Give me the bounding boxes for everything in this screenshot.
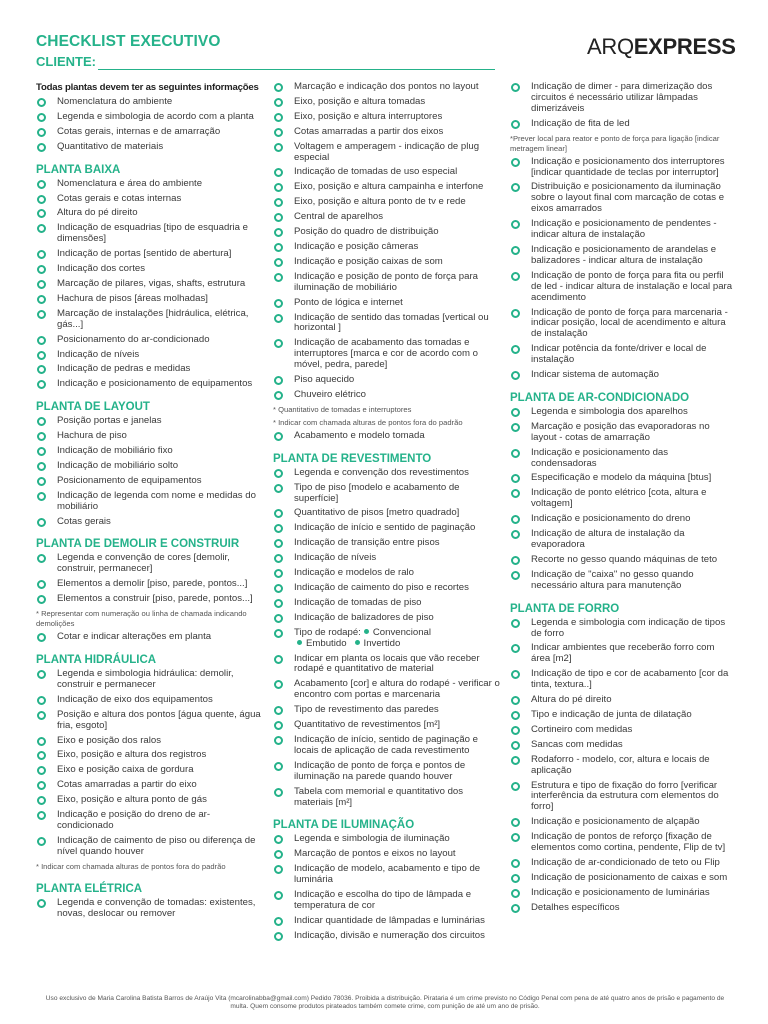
checklist-item[interactable]: Eixo e posição caixa de gordura — [36, 765, 262, 776]
rodape-list — [273, 628, 501, 650]
checklist-item[interactable]: Posição e altura dos pontos [água quente, água fria, esgoto] — [36, 710, 262, 732]
checklist-item[interactable]: Chuveiro elétrico — [273, 390, 501, 401]
planta-layout-list — [36, 416, 262, 527]
section-title-planta-eletrica: PLANTA ELÉTRICA — [36, 882, 143, 895]
checklist-item[interactable]: Indicação e escolha do tipo de lâmpada e temperatura de cor — [273, 890, 501, 912]
checklist-item[interactable]: Eixo, posição e altura ponto de gás — [36, 795, 262, 806]
checklist-item[interactable]: Legenda e simbologia hidráulica: demolir, construir e permanecer — [36, 669, 262, 691]
checklist-item[interactable]: Indicação de início e sentido de paginação — [273, 523, 501, 534]
iluminacao-continued-list — [510, 82, 736, 130]
checklist-item[interactable]: Quantitativo de materiais — [36, 142, 262, 153]
section-title-planta-layout: PLANTA DE LAYOUT — [36, 401, 150, 414]
footer-copyright: Uso exclusivo de Maria Carolina Batista Barros de Araújo Vita (mcarolinabba@gmail.com) Pedido 78036. Proibida a distribuição. Pirataria é um crime previsto no Código Penal com pena de até quatro anos de prisão e pagamento de multa. Quem consome produtos pirateados também comete crime, com punição de até um ano de prisão. — [45, 995, 725, 1010]
checklist-item[interactable]: Sancas com medidas — [510, 740, 736, 751]
checklist-item[interactable]: Eixo, posição e altura interruptores — [273, 112, 501, 123]
checklist-item[interactable]: Indicação de eixo dos equipamentos — [36, 695, 262, 706]
checklist-item[interactable]: Indicação e posição de ponto de força para iluminação de mobiliário — [273, 272, 501, 294]
checklist-item[interactable]: Legenda e simbologia com indicação de tipos de forro — [510, 618, 736, 640]
checklist-item[interactable]: Indicação de dimer - para dimerização dos circuitos é necessário utilizar lâmpadas dimerizáveis — [510, 82, 736, 115]
checklist-item[interactable]: Indicação de ponto de força para fita ou perfil de led - indicar altura de instalação e local para acendimento — [510, 271, 736, 304]
checklist-item[interactable]: Quantitativo de pisos [metro quadrado] — [273, 508, 501, 519]
checklist-item[interactable]: Indicação de pedras e medidas — [36, 364, 262, 375]
intro-list — [36, 97, 262, 153]
bullet-dot-icon — [355, 640, 360, 645]
checklist-item[interactable]: Indicação de tomadas de piso — [273, 598, 501, 609]
checklist-item[interactable]: Indicação de ponto de força e pontos de iluminação na parede quando houver — [273, 761, 501, 783]
client-input-line[interactable] — [98, 69, 495, 70]
checklist-item[interactable]: Indicação de níveis — [273, 553, 501, 564]
checklist-item[interactable]: Altura do pé direito — [36, 208, 262, 219]
checklist-item[interactable]: Tipo de revestimento das paredes — [273, 705, 501, 716]
planta-forro-list — [510, 618, 736, 914]
checklist-item[interactable]: Especificação e modelo da máquina [btus] — [510, 473, 736, 484]
checklist-item[interactable]: Elementos a demolir [piso, parede, pontos...] — [36, 579, 262, 590]
planta-revestimento-list — [273, 468, 501, 624]
checklist-item[interactable]: Quantitativo de revestimentos [m²] — [273, 720, 501, 731]
checklist-item[interactable]: Acabamento e modelo tomada — [273, 431, 501, 442]
checklist-item[interactable]: Indicação, divisão e numeração dos circuitos — [273, 931, 501, 942]
checklist-item[interactable]: Cotar e indicar alterações em planta — [36, 632, 262, 643]
checklist-item[interactable]: Indicação e posição do dreno de ar-condicionado — [36, 810, 262, 832]
checklist-item[interactable]: Estrutura e tipo de fixação do forro [verificar interferência da estrutura com elementos do forro] — [510, 781, 736, 814]
checklist-item[interactable]: Indicação e posicionamento de pendentes - indicar altura de instalação — [510, 219, 736, 241]
checklist-item[interactable]: Piso aquecido — [273, 375, 501, 386]
checklist-item[interactable]: Indicação de caimento do piso e recortes — [273, 583, 501, 594]
checklist-item[interactable]: Indicação de esquadrias [tipo de esquadria e dimensões] — [36, 223, 262, 245]
checklist-item[interactable]: Eixo, posição e altura campainha e interfone — [273, 182, 501, 193]
planta-eletrica-list — [36, 898, 262, 920]
checklist-item[interactable]: Voltagem e amperagem - indicação de plug especial — [273, 142, 501, 164]
checklist-item[interactable]: Indicação de posicionamento de caixas e som — [510, 873, 736, 884]
checklist-item[interactable]: Indicação e modelos de ralo — [273, 568, 501, 579]
checklist-item[interactable]: Indicação de modelo, acabamento e tipo de luminária — [273, 864, 501, 886]
rodape-label: Tipo de rodapé: — [294, 626, 361, 638]
checklist-item[interactable]: Tabela com memorial e quantitativo dos materiais [m²] — [273, 787, 501, 809]
checklist-item[interactable]: Indicação dos cortes — [36, 264, 262, 275]
checklist-item[interactable]: Indicação e posicionamento do dreno — [510, 514, 736, 525]
checklist-item[interactable]: Posicionamento do ar-condicionado — [36, 335, 262, 346]
checklist-item[interactable]: Indicação e posicionamento dos interruptores [indicar quantidade de teclas por interruptor] — [510, 157, 736, 179]
checklist-item[interactable]: Indicação de caimento de piso ou diferença de nível quando houver — [36, 836, 262, 858]
column-2 — [273, 82, 501, 946]
checklist-item[interactable]: Cotas gerais, internas e de amarração — [36, 127, 262, 138]
checklist-item[interactable]: Marcação e posição das evaporadoras no layout - cotas de amarração — [510, 422, 736, 444]
checklist-item[interactable]: Hachura de piso — [36, 431, 262, 442]
checklist-item[interactable]: Indicação de portas [sentido de abertura] — [36, 249, 262, 260]
checklist-item[interactable]: Eixo, posição e altura ponto de tv e rede — [273, 197, 501, 208]
checklist-item[interactable]: Nomenclatura e área do ambiente — [36, 179, 262, 190]
checklist-item[interactable]: Eixo, posição e altura dos registros — [36, 750, 262, 761]
checklist-item[interactable]: Distribuição e posicionamento da iluminação sobre o layout final com marcação de cotas e eixos amarrados — [510, 182, 736, 215]
section-title-planta-baixa: PLANTA BAIXA — [36, 163, 121, 176]
section-title-planta-hidraulica: PLANTA HIDRÁULICA — [36, 654, 157, 666]
checklist-item[interactable]: Legenda e convenção dos revestimentos — [273, 468, 501, 479]
checklist-item[interactable]: Posicionamento de equipamentos — [36, 476, 262, 487]
checklist-item[interactable]: Indicação e posicionamento de equipamentos — [36, 379, 262, 390]
checklist-item[interactable]: Legenda e simbologia de acordo com a planta — [36, 112, 262, 123]
checklist-item[interactable]: Recorte no gesso quando máquinas de teto — [510, 555, 736, 566]
checklist-item[interactable]: Eixo, posição e altura tomadas — [273, 97, 501, 108]
checklist-item[interactable]: Indicação de mobiliário solto — [36, 461, 262, 472]
checklist-item[interactable]: Indicação de ponto elétrico [cota, altura e voltagem] — [510, 488, 736, 510]
planta-ar-list — [510, 407, 736, 592]
hidraulica-note: * Indicar com chamada alturas de pontos fora do padrão — [36, 861, 226, 871]
checklist-item[interactable]: Indicação de fita de led — [510, 119, 736, 130]
checklist-item[interactable]: Marcação de pilares, vigas, shafts, estrutura — [36, 279, 262, 290]
checklist-item[interactable]: Ponto de lógica e internet — [273, 298, 501, 309]
page-title: CHECKLIST EXECUTIVO — [36, 33, 221, 50]
checklist-item[interactable]: Eixo e posição dos ralos — [36, 736, 262, 747]
planta-demolir-list-2 — [36, 632, 262, 643]
column-1 — [36, 82, 262, 924]
checklist-item[interactable]: Legenda e simbologia de iluminação — [273, 834, 501, 845]
checklist-item[interactable]: Indicação e posicionamento das condensadoras — [510, 448, 736, 470]
checklist-item[interactable]: Indicação e posição caixas de som — [273, 257, 501, 268]
checklist-item[interactable]: Indicar sistema de automação — [510, 370, 736, 381]
checklist-item[interactable]: Cotas amarradas a partir dos eixos — [273, 127, 501, 138]
checklist-item[interactable]: Indicação de mobiliário fixo — [36, 446, 262, 457]
column-3 — [510, 82, 736, 918]
rodape-option-embutido[interactable]: Embutido — [306, 637, 347, 649]
planta-iluminacao-list — [273, 834, 501, 941]
checklist-item[interactable]: Indicar potência da fonte/driver e local de instalação — [510, 344, 736, 366]
checklist-item[interactable]: Indicação e posicionamento de arandelas e balizadores - indicar altura de instalação — [510, 245, 736, 267]
demolir-note: * Representar com numeração ou linha de chamada indicando demolições — [36, 609, 247, 629]
section-title-planta-forro: PLANTA DE FORRO — [510, 602, 620, 615]
rodape-item[interactable] — [273, 628, 501, 650]
eletrica-continued-list — [273, 82, 501, 401]
eletrica-list-b — [273, 431, 501, 442]
checklist-item[interactable]: Altura do pé direito — [510, 695, 736, 706]
checklist-item[interactable]: Indicação e posicionamento de alçapão — [510, 817, 736, 828]
checklist-item[interactable]: Indicação de sentido das tomadas [vertical ou horizontal ] — [273, 313, 501, 335]
eletrica-note-1: * Quantitativo de tomadas e interruptores — [273, 404, 412, 414]
checklist-item[interactable]: Indicação de altura de instalação da evaporadora — [510, 529, 736, 551]
logo-bold-text: EXPRESS — [633, 34, 736, 59]
checklist-item[interactable]: Indicação de tomadas de uso especial — [273, 167, 501, 178]
checklist-item[interactable]: Indicar ambientes que receberão forro com área [m2] — [510, 643, 736, 665]
iluminacao-note: *Prever local para reator e ponto de força para ligação [indicar metragem linear] — [510, 133, 720, 153]
logo-light-text: ARQ — [587, 34, 634, 59]
checklist-item[interactable]: Tipo e indicação de junta de dilatação — [510, 710, 736, 721]
checklist-item[interactable]: Indicação de "caixa" no gesso quando necessário altura para manutenção — [510, 570, 736, 592]
bullet-dot-icon — [364, 629, 369, 634]
section-title-planta-demolir: PLANTA DE DEMOLIR E CONSTRUIR — [36, 538, 240, 551]
checklist-item[interactable]: Indicação de legenda com nome e medidas do mobiliário — [36, 491, 262, 513]
checklist-item[interactable]: Legenda e convenção de tomadas: existentes, novas, deslocar ou remover — [36, 898, 262, 920]
section-title-planta-revestimento: PLANTA DE REVESTIMENTO — [273, 452, 432, 465]
checklist-item[interactable]: Marcação de instalações [hidráulica, elétrica, gás...] — [36, 309, 262, 331]
intro-heading: Todas plantas devem ter as seguintes informações — [36, 82, 259, 93]
checklist-item[interactable]: Hachura de pisos [áreas molhadas] — [36, 294, 262, 305]
checklist-item[interactable]: Central de aparelhos — [273, 212, 501, 223]
iluminacao-list-b — [510, 157, 736, 381]
planta-baixa-list — [36, 179, 262, 391]
planta-revestimento-list-2 — [273, 654, 501, 809]
planta-demolir-list — [36, 553, 262, 605]
section-title-planta-iluminacao: PLANTA DE ILUMINAÇÃO — [273, 819, 415, 832]
checklist-item[interactable]: Indicar em planta os locais que vão receber rodapé e quantitativo de material — [273, 654, 501, 676]
checklist-item[interactable]: Indicação de acabamento das tomadas e interruptores [marca e cor de acordo com o móvel, pedra, parede] — [273, 338, 501, 371]
planta-hidraulica-list — [36, 669, 262, 858]
checklist-item[interactable]: Marcação de pontos e eixos no layout — [273, 849, 501, 860]
checklist-item[interactable]: Marcação e indicação dos pontos no layout — [273, 82, 501, 93]
checklist-item[interactable]: Indicação de ar-condicionado de teto ou Flip — [510, 858, 736, 869]
rodape-option-convencional[interactable]: Convencional — [372, 626, 431, 638]
checklist-item[interactable]: Indicação e posicionamento de luminárias — [510, 888, 736, 899]
checklist-item[interactable]: Indicação de balizadores de piso — [273, 613, 501, 624]
checklist-item[interactable]: Posição portas e janelas — [36, 416, 262, 427]
checklist-item[interactable]: Indicação de tipo e cor de acabamento [cor da tinta, textura..] — [510, 669, 736, 691]
checklist-item[interactable]: Indicação de início, sentido de paginação e locais de aplicação de cada revestimento — [273, 735, 501, 757]
checklist-item[interactable]: Legenda e simbologia dos aparelhos — [510, 407, 736, 418]
bullet-dot-icon — [297, 640, 302, 645]
checklist-item[interactable]: Detalhes específicos — [510, 903, 736, 914]
checklist-item[interactable]: Indicar quantidade de lâmpadas e luminárias — [273, 916, 501, 927]
checklist-item[interactable]: Indicação de níveis — [36, 350, 262, 361]
checklist-item[interactable]: Indicação de pontos de reforço [fixação de elementos como cortina, pendente, Flip de tv] — [510, 832, 736, 854]
checklist-item[interactable]: Acabamento [cor] e altura do rodapé - verificar o encontro com portas e marcenaria — [273, 679, 501, 701]
checklist-item[interactable]: Indicação de ponto de força para marcenaria - indicar posição, local de acendimento e altura de instalação — [510, 308, 736, 341]
eletrica-note-2: * Indicar com chamada alturas de pontos fora do padrão — [273, 417, 463, 427]
checklist-item[interactable]: Tipo de piso [modelo e acabamento de superfície] — [273, 483, 501, 505]
checklist-item[interactable]: Cotas amarradas a partir do eixo — [36, 780, 262, 791]
checklist-item[interactable]: Legenda e convenção de cores [demolir, construir, permanecer] — [36, 553, 262, 575]
checklist-item[interactable]: Cortineiro com medidas — [510, 725, 736, 736]
checklist-item[interactable]: Indicação de transição entre pisos — [273, 538, 501, 549]
client-label: CLIENTE: — [36, 54, 96, 69]
checklist-item[interactable]: Cotas gerais e cotas internas — [36, 194, 262, 205]
checklist-item[interactable]: Rodaforro - modelo, cor, altura e locais de aplicação — [510, 755, 736, 777]
checklist-item[interactable]: Indicação e posição câmeras — [273, 242, 501, 253]
checklist-item[interactable]: Cotas gerais — [36, 517, 262, 528]
brand-logo — [587, 34, 736, 60]
section-title-planta-ar-condicionado: PLANTA DE AR-CONDICIONADO — [510, 391, 690, 404]
rodape-option-invertido[interactable]: Invertido — [363, 637, 401, 649]
checklist-item[interactable]: Posição do quadro de distribuição — [273, 227, 501, 238]
checklist-item[interactable]: Nomenclatura do ambiente — [36, 97, 262, 108]
checklist-item[interactable]: Elementos a construir [piso, parede, pontos...] — [36, 594, 262, 605]
